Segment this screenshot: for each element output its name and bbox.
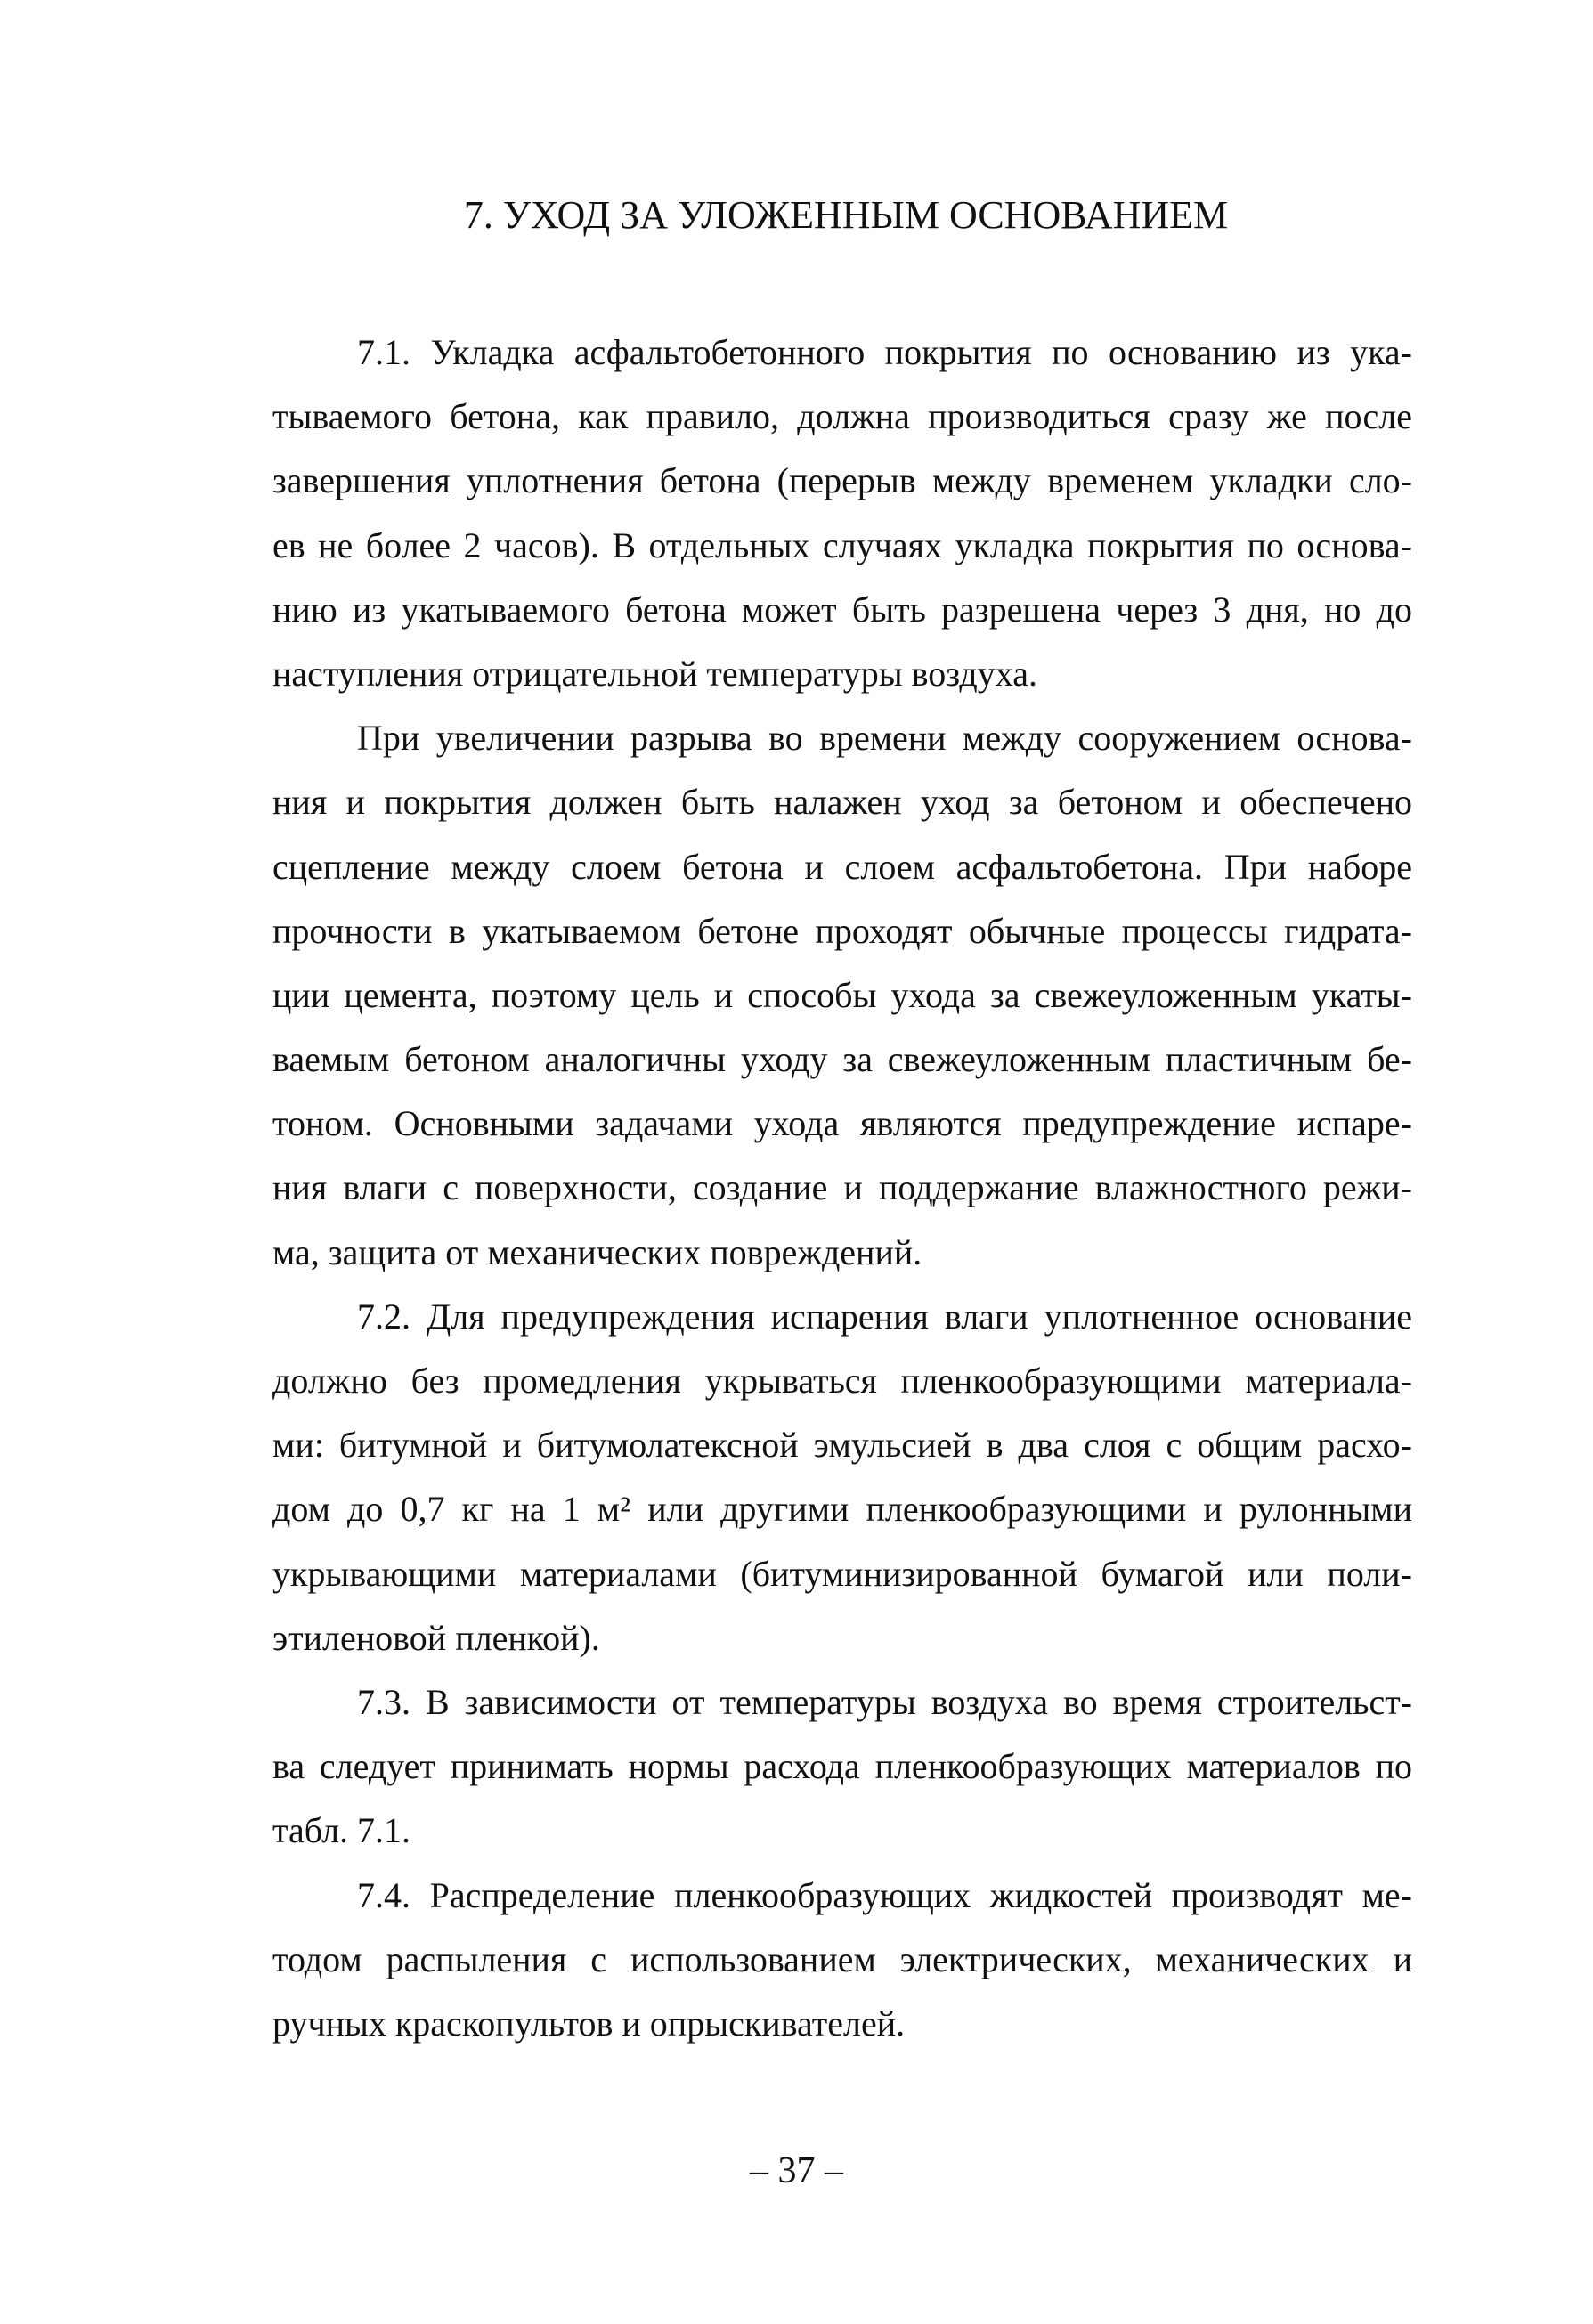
text-line: завершения уплотнения бетона (перерыв между временем укладки сло- [272,460,1412,501]
text-line-paragraph-end: наступления отрицательной температуры воздуха. [272,653,1037,694]
text-line-paragraph-start: При увеличении разрыва во времени между сооружением основа- [357,718,1412,759]
text-line-7-4-start: 7.4. Распределение пленкообразующих жидкостей производят ме- [357,1874,1412,1915]
text-line: тодом распыления с использованием электрических, механических и [272,1938,1412,1979]
text-line: ми: битумной и битумолатексной эмульсией в два слоя с общим расхо- [272,1425,1412,1466]
text-line: ния влаги с поверхности, создание и поддержание влажностного режи- [272,1167,1412,1208]
text-line: тываемого бетона, как правило, должна производиться сразу же после [272,396,1412,437]
text-line: укрывающими материалами (битуминизированной бумагой или поли- [272,1553,1412,1594]
text-line: нию из укатываемого бетона может быть разрешена через 3 дня, но до [272,589,1412,630]
text-line: ев не более 2 часов). В отдельных случаях укладка покрытия по основа- [272,524,1412,565]
section-heading: 7. УХОД ЗА УЛОЖЕННЫМ ОСНОВАНИЕМ [463,193,1229,237]
page-number: – 37 – [750,2150,843,2191]
body-text [272,321,1412,2056]
text-line-paragraph-end: табл. 7.1. [272,1810,411,1851]
text-line-7-2-start: 7.2. Для предупреждения испарения влаги уплотненное основание [357,1296,1412,1337]
text-line-paragraph-end: этиленовой пленкой). [272,1617,600,1658]
text-line: ния и покрытия должен быть налажен уход за бетоном и обеспечено [272,782,1412,823]
text-line-paragraph-end: ма, защита от механических повреждений. [272,1231,922,1272]
text-line: сцепление между слоем бетона и слоем асфальтобетона. При наборе [272,846,1412,887]
text-line-7-1-start: 7.1. Укладка асфальтобетонного покрытия по основанию из ука- [357,332,1412,372]
text-line: ваемым бетоном аналогичны уходу за свежеуложенным пластичным бе- [272,1039,1412,1080]
text-line: должно без промедления укрываться пленкообразующими материала- [272,1361,1412,1401]
text-line: ции цемента, поэтому цель и способы ухода за свежеуложенным укаты- [272,974,1412,1015]
text-line-7-3-start: 7.3. В зависимости от температуры воздуха во время строительст- [357,1681,1412,1722]
text-line: прочности в укатываемом бетоне проходят обычные процессы гидрата- [272,910,1412,951]
text-line: тоном. Основными задачами ухода являются предупреждение испаре- [272,1103,1412,1144]
text-line-paragraph-end: ручных краскопультов и опрыскивателей. [272,2003,906,2044]
text-line: дом до 0,7 кг на 1 м² или другими пленкообразующими и рулонными [272,1489,1412,1530]
text-line: ва следует принимать нормы расхода пленкообразующих материалов по [272,1746,1412,1787]
